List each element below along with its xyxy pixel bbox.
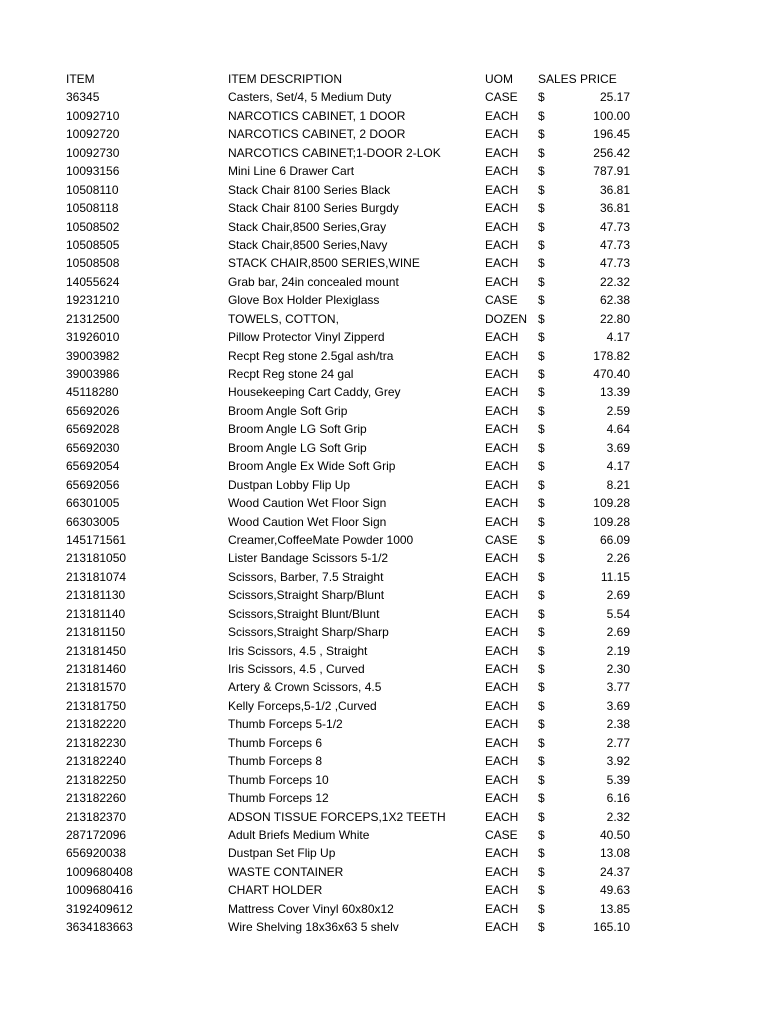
table-row [0, 568, 770, 586]
currency-symbol: $ [538, 606, 545, 621]
item-description: Mattress Cover Vinyl 60x80x12 [228, 901, 394, 916]
sales-price: 256.42 [593, 145, 630, 160]
table-row [0, 605, 770, 623]
sales-price: 40.50 [599, 827, 630, 842]
item-description: Artery & Crown Scissors, 4.5 [228, 680, 382, 695]
item-number: 213182370 [66, 809, 127, 824]
currency-symbol: $ [538, 864, 545, 879]
currency-symbol: $ [538, 901, 545, 916]
item-number: 3192409612 [66, 901, 133, 916]
unit-of-measure: EACH [485, 791, 519, 806]
sales-price: 5.54 [606, 606, 630, 621]
sales-price: 13.85 [599, 901, 630, 916]
table-row [0, 771, 770, 789]
table-row [0, 347, 770, 365]
item-number: 39003982 [66, 348, 120, 363]
item-number: 213181150 [66, 625, 126, 640]
currency-symbol: $ [538, 127, 545, 142]
item-number: 10092720 [66, 127, 120, 142]
unit-of-measure: EACH [485, 680, 519, 695]
sales-price: 22.80 [599, 311, 630, 326]
table-row [0, 199, 770, 217]
item-number: 39003986 [66, 367, 120, 381]
item-description: NARCOTICS CABINET, 1 DOOR [228, 108, 406, 123]
item-number: 10092730 [66, 145, 120, 160]
currency-symbol: $ [538, 348, 545, 363]
item-number: 10508502 [66, 219, 120, 234]
unit-of-measure: EACH [485, 625, 519, 640]
item-description: Stack Chair 8100 Series Black [228, 182, 391, 197]
item-description: Recpt Reg stone 2.5gal ash/tra [228, 348, 394, 363]
sales-price: 6.16 [606, 791, 630, 806]
item-description: NARCOTICS CABINET;1-DOOR 2-LOK [228, 145, 441, 160]
table-row [0, 494, 770, 512]
sales-price: 2.19 [606, 643, 630, 658]
item-description: Iris Scissors, 4.5 , Curved [228, 662, 365, 676]
table-row [0, 125, 770, 143]
sales-price: 2.77 [606, 735, 630, 750]
unit-of-measure: EACH [485, 385, 519, 400]
unit-of-measure: EACH [485, 219, 519, 234]
item-description: Mini Line 6 Drawer Cart [228, 164, 355, 179]
currency-symbol: $ [538, 330, 545, 345]
table-row [0, 734, 770, 752]
item-description: Kelly Forceps,5-1/2 ,Curved [228, 698, 377, 713]
unit-of-measure: CASE [485, 532, 518, 547]
sales-price: 4.17 [606, 330, 630, 345]
sales-price: 2.32 [606, 809, 630, 824]
currency-symbol: $ [538, 108, 545, 123]
currency-symbol: $ [538, 403, 545, 418]
currency-symbol: $ [538, 551, 545, 566]
currency-symbol: $ [538, 772, 545, 787]
header-description: ITEM DESCRIPTION [228, 72, 343, 86]
unit-of-measure: EACH [485, 883, 519, 898]
item-description: Thumb Forceps 8 [228, 754, 323, 769]
currency-symbol: $ [538, 311, 545, 326]
sales-price: 2.30 [606, 662, 630, 676]
unit-of-measure: CASE [485, 827, 518, 842]
unit-of-measure: EACH [485, 440, 519, 455]
unit-of-measure: EACH [485, 754, 519, 769]
currency-symbol: $ [538, 182, 545, 197]
table-row [0, 476, 770, 494]
item-number: 10508505 [66, 237, 120, 252]
item-number: 65692054 [66, 459, 120, 474]
table-row [0, 531, 770, 549]
item-description: Broom Angle LG Soft Grip [228, 422, 367, 437]
item-number: 21312500 [66, 311, 120, 326]
item-description: Broom Angle LG Soft Grip [228, 440, 367, 455]
currency-symbol: $ [538, 717, 545, 732]
item-number: 287172096 [66, 827, 127, 842]
unit-of-measure: EACH [485, 606, 519, 621]
item-description: Glove Box Holder Plexiglass [228, 293, 380, 308]
sales-price: 109.28 [593, 514, 630, 529]
currency-symbol: $ [538, 459, 545, 474]
unit-of-measure: EACH [485, 182, 519, 197]
item-number: 213182250 [66, 772, 127, 787]
sales-price: 22.32 [599, 274, 630, 289]
item-description: NARCOTICS CABINET, 2 DOOR [228, 127, 406, 142]
table-row [0, 513, 770, 531]
table-row [0, 328, 770, 346]
item-number: 213181450 [66, 643, 127, 658]
item-description: Broom Angle Ex Wide Soft Grip [228, 459, 396, 474]
item-number: 213181570 [66, 680, 127, 695]
currency-symbol: $ [538, 883, 545, 898]
unit-of-measure: EACH [485, 477, 519, 492]
item-number: 65692056 [66, 477, 120, 492]
item-description: Thumb Forceps 6 [228, 735, 323, 750]
unit-of-measure: EACH [485, 145, 519, 160]
unit-of-measure: EACH [485, 403, 519, 418]
item-description: WASTE CONTAINER [228, 864, 344, 879]
table-row [0, 88, 770, 106]
unit-of-measure: EACH [485, 643, 519, 658]
item-number: 66303005 [66, 514, 120, 529]
item-description: Adult Briefs Medium White [228, 827, 370, 842]
item-description: Creamer,CoffeeMate Powder 1000 [228, 532, 414, 547]
sales-price: 787.91 [593, 164, 630, 179]
sales-price: 470.40 [593, 367, 630, 381]
table-row [0, 808, 770, 826]
unit-of-measure: EACH [485, 367, 519, 381]
item-number: 656920038 [66, 846, 127, 861]
unit-of-measure: EACH [485, 569, 519, 584]
currency-symbol: $ [538, 920, 545, 935]
unit-of-measure: EACH [485, 662, 519, 676]
sales-price: 109.28 [593, 496, 630, 511]
sales-price: 165.10 [593, 920, 630, 935]
sales-price: 13.08 [599, 846, 630, 861]
unit-of-measure: EACH [485, 256, 519, 271]
unit-of-measure: EACH [485, 348, 519, 363]
currency-symbol: $ [538, 735, 545, 750]
table-row [0, 642, 770, 660]
item-number: 213181050 [66, 551, 127, 566]
table-body [0, 88, 770, 936]
unit-of-measure: EACH [485, 809, 519, 824]
currency-symbol: $ [538, 532, 545, 547]
sales-price: 3.92 [606, 754, 630, 769]
unit-of-measure: EACH [485, 201, 519, 216]
unit-of-measure: EACH [485, 459, 519, 474]
item-number: 65692028 [66, 422, 120, 437]
sales-price: 47.73 [599, 237, 630, 252]
unit-of-measure: EACH [485, 108, 519, 123]
table-row [0, 365, 770, 383]
item-number: 213181130 [66, 588, 126, 603]
item-description: Lister Bandage Scissors 5-1/2 [228, 551, 389, 566]
item-number: 10092710 [66, 108, 120, 123]
unit-of-measure: EACH [485, 901, 519, 916]
item-description: Broom Angle Soft Grip [228, 403, 348, 418]
table-row [0, 863, 770, 881]
unit-of-measure: EACH [485, 920, 519, 935]
sales-price: 36.81 [599, 182, 630, 197]
table-row [0, 107, 770, 125]
item-number: 145171561 [66, 532, 127, 547]
table-row [0, 457, 770, 475]
table-row [0, 660, 770, 678]
sales-price: 49.63 [599, 883, 630, 898]
sales-price: 2.26 [606, 551, 630, 566]
unit-of-measure: DOZEN [485, 311, 527, 326]
unit-of-measure: EACH [485, 514, 519, 529]
currency-symbol: $ [538, 145, 545, 160]
header-row [0, 70, 770, 88]
table-row [0, 844, 770, 862]
unit-of-measure: EACH [485, 846, 519, 861]
currency-symbol: $ [538, 514, 545, 529]
unit-of-measure: EACH [485, 717, 519, 732]
item-description: Dustpan Set Flip Up [228, 846, 336, 861]
currency-symbol: $ [538, 809, 545, 824]
item-description: Grab bar, 24in concealed mount [228, 274, 399, 289]
item-description: Thumb Forceps 5-1/2 [228, 717, 343, 732]
table-row [0, 420, 770, 438]
item-number: 10508110 [66, 182, 119, 197]
table-row [0, 439, 770, 457]
table-row [0, 383, 770, 401]
item-number: 45118280 [66, 385, 119, 400]
item-number: 65692026 [66, 403, 120, 418]
unit-of-measure: EACH [485, 864, 519, 879]
currency-symbol: $ [538, 662, 545, 676]
item-number: 213182220 [66, 717, 127, 732]
currency-symbol: $ [538, 827, 545, 842]
currency-symbol: $ [538, 422, 545, 437]
table-row [0, 181, 770, 199]
item-number: 19231210 [66, 293, 120, 308]
table-row [0, 291, 770, 309]
sales-price: 47.73 [599, 256, 630, 271]
table-row [0, 881, 770, 899]
header-sales-price: SALES PRICE [538, 72, 617, 86]
item-number: 10508508 [66, 256, 120, 271]
sales-price: 4.64 [606, 422, 630, 437]
currency-symbol: $ [538, 219, 545, 234]
item-number: 213181460 [66, 662, 127, 676]
sales-price: 178.82 [593, 348, 630, 363]
sales-price: 100.00 [593, 108, 630, 123]
unit-of-measure: EACH [485, 422, 519, 437]
item-description: Stack Chair 8100 Series Burgdy [228, 201, 399, 216]
table-row [0, 623, 770, 641]
item-description: Wire Shelving 18x36x63 5 shelv [228, 920, 399, 935]
item-description: Housekeeping Cart Caddy, Grey [228, 385, 401, 400]
sales-price: 5.39 [606, 772, 630, 787]
table-row [0, 273, 770, 291]
currency-symbol: $ [538, 164, 545, 179]
sales-price: 196.45 [593, 127, 630, 142]
item-number: 10093156 [66, 164, 120, 179]
sales-price: 25.17 [599, 90, 630, 105]
table-row [0, 789, 770, 807]
currency-symbol: $ [538, 625, 545, 640]
unit-of-measure: CASE [485, 90, 518, 105]
item-number: 213181750 [66, 698, 127, 713]
table-row [0, 254, 770, 272]
currency-symbol: $ [538, 440, 545, 455]
table-row [0, 918, 770, 936]
currency-symbol: $ [538, 496, 545, 511]
sales-price: 24.37 [599, 864, 630, 879]
item-description: Casters, Set/4, 5 Medium Duty [228, 90, 392, 105]
sales-price: 4.17 [606, 459, 630, 474]
currency-symbol: $ [538, 477, 545, 492]
currency-symbol: $ [538, 588, 545, 603]
currency-symbol: $ [538, 754, 545, 769]
table-row [0, 236, 770, 254]
item-description: Iris Scissors, 4.5 , Straight [228, 643, 368, 658]
sales-price: 3.69 [606, 440, 630, 455]
sales-price: 13.39 [599, 385, 630, 400]
item-description: Wood Caution Wet Floor Sign [228, 514, 387, 529]
item-number: 10508118 [66, 201, 119, 216]
currency-symbol: $ [538, 698, 545, 713]
item-number: 36345 [66, 90, 100, 105]
currency-symbol: $ [538, 237, 545, 252]
currency-symbol: $ [538, 201, 545, 216]
item-number: 1009680416 [66, 883, 133, 898]
item-description: Wood Caution Wet Floor Sign [228, 496, 387, 511]
currency-symbol: $ [538, 643, 545, 658]
currency-symbol: $ [538, 569, 545, 584]
currency-symbol: $ [538, 791, 545, 806]
currency-symbol: $ [538, 256, 545, 271]
currency-symbol: $ [538, 90, 545, 105]
sales-price: 8.21 [606, 477, 630, 492]
sales-price: 2.38 [606, 717, 630, 732]
table-row [0, 715, 770, 733]
price-list-sheet [0, 70, 770, 937]
currency-symbol: $ [538, 385, 545, 400]
unit-of-measure: EACH [485, 735, 519, 750]
item-description: Scissors,Straight Sharp/Blunt [228, 588, 385, 603]
item-number: 213182230 [66, 735, 127, 750]
unit-of-measure: EACH [485, 127, 519, 142]
unit-of-measure: EACH [485, 551, 519, 566]
unit-of-measure: EACH [485, 164, 519, 179]
sales-price: 2.59 [606, 403, 630, 418]
sales-price: 2.69 [606, 588, 630, 603]
table-row [0, 900, 770, 918]
table-row [0, 826, 770, 844]
item-number: 1009680408 [66, 864, 133, 879]
table-row [0, 402, 770, 420]
table-row [0, 144, 770, 162]
sales-price: 62.38 [599, 293, 630, 308]
item-description: Scissors, Barber, 7.5 Straight [228, 569, 384, 584]
unit-of-measure: EACH [485, 330, 519, 345]
table-row [0, 218, 770, 236]
header-item: ITEM [66, 72, 95, 86]
table-row [0, 697, 770, 715]
currency-symbol: $ [538, 293, 545, 308]
item-description: Scissors,Straight Blunt/Blunt [228, 606, 380, 621]
item-number: 66301005 [66, 496, 120, 511]
item-number: 213181074 [66, 569, 127, 584]
currency-symbol: $ [538, 846, 545, 861]
sales-price: 2.69 [606, 625, 630, 640]
item-description: ADSON TISSUE FORCEPS,1X2 TEETH [228, 809, 446, 824]
sales-price: 11.15 [600, 569, 630, 584]
item-number: 31926010 [66, 330, 120, 345]
item-description: Stack Chair,8500 Series,Navy [228, 237, 388, 252]
item-number: 213182260 [66, 791, 127, 806]
item-number: 213181140 [66, 606, 126, 621]
sales-price: 47.73 [599, 219, 630, 234]
table-row [0, 549, 770, 567]
table-row [0, 162, 770, 180]
unit-of-measure: CASE [485, 293, 518, 308]
unit-of-measure: EACH [485, 496, 519, 511]
item-description: CHART HOLDER [228, 883, 323, 898]
item-number: 3634183663 [66, 920, 133, 935]
item-description: Dustpan Lobby Flip Up [228, 477, 351, 492]
table-row [0, 310, 770, 328]
sales-price: 66.09 [599, 532, 630, 547]
item-number: 14055624 [66, 274, 120, 289]
header-uom: UOM [485, 72, 513, 86]
currency-symbol: $ [538, 680, 545, 695]
item-description: Thumb Forceps 12 [228, 791, 329, 806]
unit-of-measure: EACH [485, 698, 519, 713]
item-description: Recpt Reg stone 24 gal [228, 367, 354, 381]
sales-price: 3.77 [606, 680, 630, 695]
table-row [0, 678, 770, 696]
item-description: Stack Chair,8500 Series,Gray [228, 219, 387, 234]
unit-of-measure: EACH [485, 588, 519, 603]
sales-price: 36.81 [599, 201, 630, 216]
item-number: 213182240 [66, 754, 127, 769]
currency-symbol: $ [538, 367, 545, 381]
item-description: Thumb Forceps 10 [228, 772, 329, 787]
currency-symbol: $ [538, 274, 545, 289]
item-description: Pillow Protector Vinyl Zipperd [228, 330, 385, 345]
item-description: Scissors,Straight Sharp/Sharp [228, 625, 389, 640]
item-number: 65692030 [66, 440, 120, 455]
sales-price: 3.69 [606, 698, 630, 713]
unit-of-measure: EACH [485, 274, 519, 289]
unit-of-measure: EACH [485, 772, 519, 787]
table-row [0, 752, 770, 770]
table-row [0, 586, 770, 604]
item-description: TOWELS, COTTON, [228, 311, 339, 326]
unit-of-measure: EACH [485, 237, 519, 252]
item-description: STACK CHAIR,8500 SERIES,WINE [228, 256, 420, 271]
